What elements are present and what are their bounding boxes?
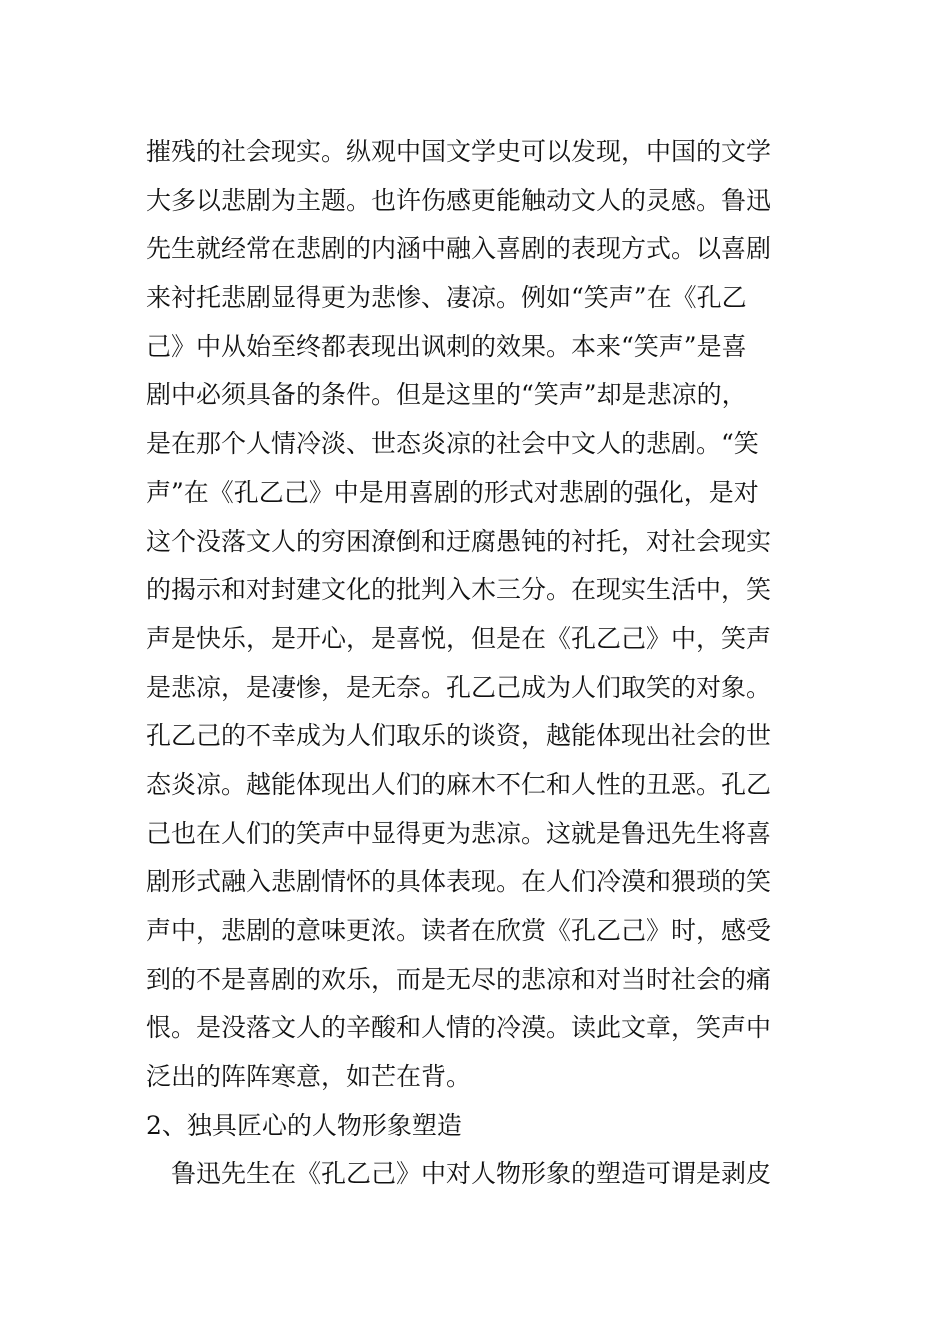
text-line: 声”在《孔乙己》中是用喜剧的形式对悲剧的强化，是对 — [146, 477, 759, 507]
text-line: 恨。是没落文人的辛酸和人情的冷漠。读此文章，笑声中 — [146, 1013, 772, 1043]
text-line: 声中，悲剧的意味更浓。读者在欣赏《孔乙己》时，感受 — [146, 916, 772, 945]
text-line: 剧中必须具备的条件。但是这里的“笑声”却是悲凉的， — [146, 380, 747, 410]
text-line: 摧残的社会现实。纵观中国文学史可以发现，中国的文学 — [146, 137, 772, 166]
section-heading: 2、独具匠心的人物形象塑造 — [146, 1110, 462, 1140]
text-line: 这个没落文人的穷困潦倒和迂腐愚钝的衬托，对社会现实 — [146, 526, 772, 556]
text-line: 到的不是喜剧的欢乐，而是无尽的悲凉和对当时社会的痛 — [146, 964, 772, 994]
text-line: 己》中从始至终都表现出讽刺的效果。本来“笑声”是喜 — [146, 331, 747, 361]
text-line: 声是快乐，是开心，是喜悦，但是在《孔乙己》中，笑声 — [146, 623, 772, 653]
text-line: 剧形式融入悲剧情怀的具体表现。在人们冷漠和猥琐的笑 — [146, 867, 772, 897]
text-line: 泛出的阵阵寒意，如芒在背。 — [146, 1062, 472, 1092]
text-line: 先生就经常在悲剧的内涵中融入喜剧的表现方式。以喜剧 — [146, 234, 772, 264]
text-line: 的揭示和对封建文化的批判入木三分。在现实生活中，笑 — [146, 575, 772, 605]
body-text — [146, 128, 816, 1199]
text-line: 孔乙己的不幸成为人们取乐的谈资，越能体现出社会的世 — [146, 721, 772, 751]
text-line: 来衬托悲剧显得更为悲惨、凄凉。例如“笑声”在《孔乙 — [146, 283, 747, 313]
text-line: 己也在人们的笑声中显得更为悲凉。这就是鲁迅先生将喜 — [146, 818, 772, 848]
text-line: 是在那个人情冷淡、世态炎凉的社会中文人的悲剧。“笑 — [146, 429, 759, 459]
text-line: 态炎凉。越能体现出人们的麻木不仁和人性的丑恶。孔乙 — [146, 769, 772, 799]
text-line: 大多以悲剧为主题。也许伤感更能触动文人的灵感。鲁迅 — [146, 185, 772, 215]
text-line: 是悲凉，是凄惨，是无奈。孔乙己成为人们取笑的对象。 — [146, 672, 772, 702]
text-line: 鲁迅先生在《孔乙己》中对人物形象的塑造可谓是剥皮 — [146, 1159, 772, 1189]
